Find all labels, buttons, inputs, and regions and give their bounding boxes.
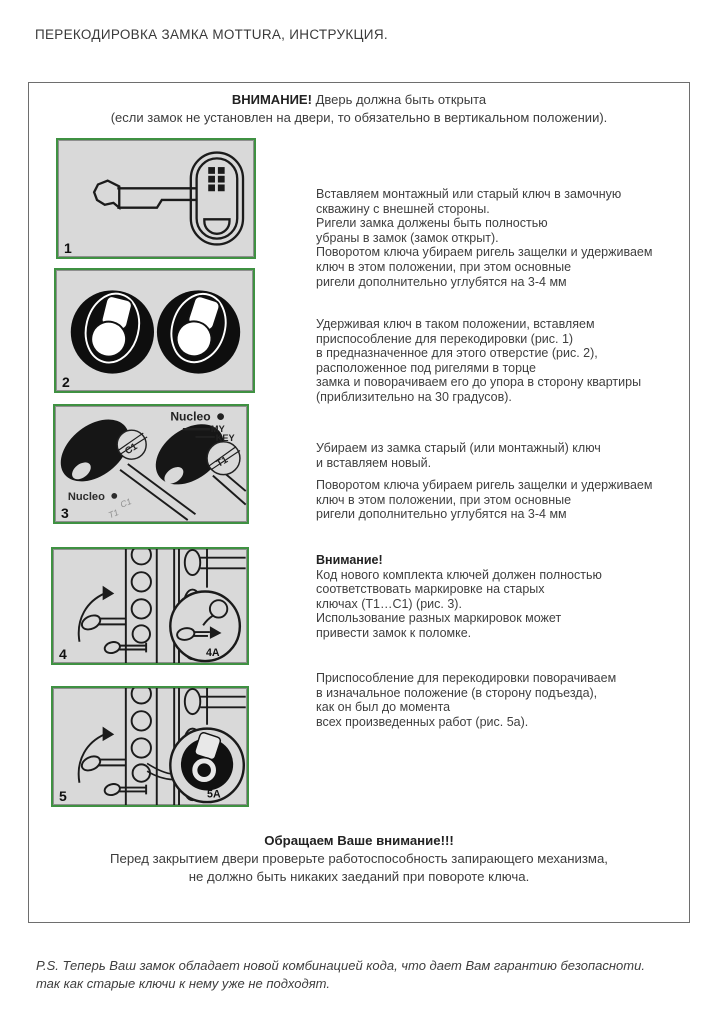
step-3-line: Убираем из замка старый (или монтажный) ключ bbox=[316, 441, 601, 455]
step-3-text bbox=[316, 441, 694, 522]
step-1-line: убраны в замок (замок открыт). bbox=[316, 230, 499, 245]
step-1-line: Вставляем монтажный или старый ключ в замочную bbox=[316, 187, 622, 201]
step-4-line: Код нового комплекта ключей должен полностью bbox=[316, 567, 602, 582]
notice-line-1 bbox=[29, 91, 689, 109]
paragraph-gap bbox=[316, 470, 694, 478]
figure-3-my-label: MY bbox=[210, 424, 225, 435]
footer-notice-line-2: не должно быть никаких заеданий при повороте ключа. bbox=[188, 869, 530, 884]
step-3-line: ключ в этом положении, при этом основные bbox=[316, 492, 572, 507]
figure-2-keyholes-illustration bbox=[56, 270, 253, 391]
step-1-line: ригели дополнительно углубятся на 3-4 мм bbox=[316, 274, 567, 289]
step-5-line: всех произведенных работ (рис. 5а). bbox=[316, 714, 529, 729]
figure-1 bbox=[56, 138, 256, 259]
figure-2-number: 2 bbox=[62, 374, 70, 390]
postscript-line-1: P.S. Теперь Ваш замок обладает новой комбинацией кода, что дает Вам гарантию безопасноти. bbox=[36, 958, 645, 973]
step-1-line: ключ в этом положении, при этом основные bbox=[316, 259, 572, 274]
step-4-line: привести замок к поломке. bbox=[316, 625, 472, 640]
step-2-line: расположенное под ригелями в торце bbox=[316, 360, 536, 375]
figure-4-number: 4 bbox=[59, 646, 67, 662]
notice-line-2: (если замок не установлен на двери, то обязательно в вертикальном положении). bbox=[110, 110, 608, 125]
figure-1-key-illustration bbox=[58, 140, 254, 257]
step-4-line: Использование разных маркировок может bbox=[316, 611, 562, 626]
footer-notice-line-1: Перед закрытием двери проверьте работоспособность запирающего механизма, bbox=[110, 851, 608, 866]
step-2-line: в предназначенное для этого отверстие (рис. 2), bbox=[316, 346, 598, 361]
step-1-line: Ригели замка должены быть полностью bbox=[316, 216, 548, 231]
step-3-line: Поворотом ключа убираем ригель защелки и удерживаем bbox=[316, 478, 653, 493]
step-1-text bbox=[316, 187, 694, 289]
figure-5-lock-illustration bbox=[53, 688, 247, 805]
step-1-line: Поворотом ключа убираем ригель защелки и удерживаем bbox=[316, 245, 653, 260]
figure-4-lock-illustration bbox=[53, 549, 247, 663]
figure-3-keys-illustration bbox=[55, 406, 247, 522]
figure-2 bbox=[54, 268, 255, 393]
step-4-line: соответствовать маркировке на старых bbox=[316, 582, 545, 597]
postscript-line-2: так как старые ключи к нему уже не подходят. bbox=[36, 976, 330, 991]
step-1-line: скважину с внешней стороны. bbox=[316, 201, 490, 216]
figure-5-number: 5 bbox=[59, 788, 67, 804]
figure-3-key-label: KEY bbox=[215, 432, 235, 443]
step-2-line: замка и поворачиваем его до упора в сторону квартиры bbox=[316, 375, 642, 390]
figure-3-mark-c1: C1 bbox=[123, 441, 140, 458]
figure-5-rotation-arrowhead bbox=[103, 727, 115, 742]
figure-5-inset-label: 5A bbox=[207, 788, 221, 801]
step-3-line: ригели дополнительно углубятся на 3-4 мм bbox=[316, 507, 567, 522]
figure-3-number: 3 bbox=[61, 505, 69, 521]
figure-4 bbox=[51, 547, 249, 665]
footer-notice-heading: Обращаем Ваше внимание!!! bbox=[264, 833, 454, 848]
page-title: ПЕРЕКОДИРОВКА ЗАМКА MOTTURA, ИНСТРУКЦИЯ. bbox=[35, 27, 388, 42]
footer-notice bbox=[29, 832, 689, 886]
figure-3-brand-bottom: Nucleo bbox=[67, 490, 105, 503]
figure-1-number: 1 bbox=[64, 240, 72, 256]
figure-5 bbox=[51, 686, 249, 807]
figure-4-rotation-arrowhead bbox=[103, 586, 115, 600]
step-2-line: (приблизительно на 30 градусов). bbox=[316, 389, 512, 404]
figure-3-shaft-mark-t1: T1 bbox=[106, 507, 120, 521]
notice-line-1-text: Дверь должна быть открыта bbox=[315, 92, 487, 107]
step-5-line: как он был до момента bbox=[316, 700, 451, 715]
step-4-text bbox=[316, 553, 694, 641]
step-2-text bbox=[316, 317, 694, 405]
postscript bbox=[36, 957, 696, 993]
step-4-heading: Внимание! bbox=[316, 553, 383, 567]
key-bow-grid-glyph bbox=[208, 167, 224, 191]
step-2-line: Удерживая ключ в таком положении, вставляем bbox=[316, 317, 595, 331]
notice-attention-label: ВНИМАНИЕ! bbox=[231, 92, 312, 107]
main-content-box bbox=[28, 82, 690, 923]
step-5-line: в изначальное положение (в сторону подъезда), bbox=[316, 685, 598, 700]
step-3-line: и вставляем новый. bbox=[316, 455, 432, 470]
figure-3-brand-dot-top bbox=[217, 413, 224, 420]
step-4-line: ключах (Т1…С1) (рис. 3). bbox=[316, 596, 462, 611]
figure-4-inset-circle bbox=[170, 592, 240, 662]
figure-3-mark-t1: T1 bbox=[214, 454, 230, 470]
figure-3-brand-top: Nucleo bbox=[170, 409, 211, 424]
figure-4-inset-label: 4A bbox=[206, 647, 220, 660]
figure-3 bbox=[53, 404, 249, 524]
figure-3-brand-dot-bottom bbox=[111, 493, 117, 499]
notice-header bbox=[29, 91, 689, 127]
figure-3-shaft-mark-c1: C1 bbox=[118, 496, 133, 510]
step-5-text bbox=[316, 671, 694, 729]
step-5-line: Приспособление для перекодировки поворачиваем bbox=[316, 671, 617, 685]
step-2-line: приспособление для перекодировки (рис. 1) bbox=[316, 331, 574, 346]
